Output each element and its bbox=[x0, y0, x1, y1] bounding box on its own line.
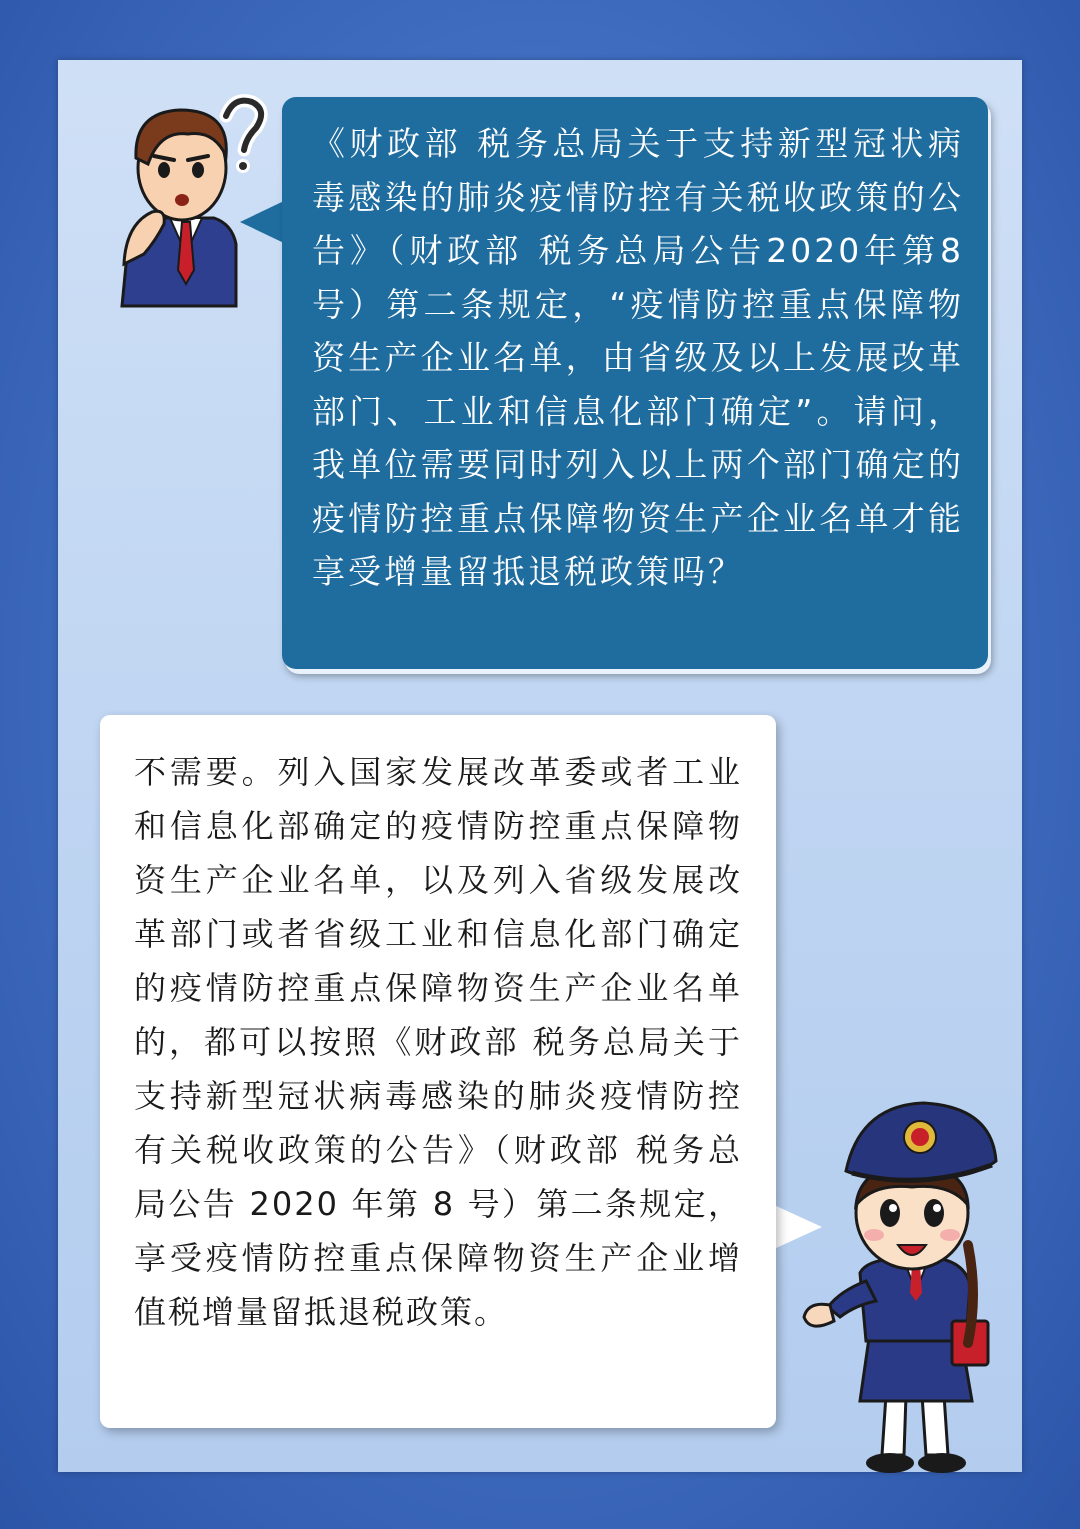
question-text: 《财政部 税务总局关于支持新型冠状病毒感染的肺炎疫情防控有关税收政策的公告》（财政部 税务总局公告2020年第8号）第二条规定，“疫情防控重点保障物资生产企业名单，由省级及以上发展改革部门、工业和信息化部门确定”。请问，我单位需要同时列入以上两个部门确定的疫情防控重点保障物资生产企业名单才能享受增量留抵退税政策吗？ bbox=[312, 124, 964, 591]
question-bubble bbox=[282, 97, 988, 669]
answer-text: 不需要。列入国家发展改革委或者工业和信息化部确定的疫情防控重点保障物资生产企业名单，以及列入省级发展改革部门或者省级工业和信息化部门确定的疫情防控重点保障物资生产企业名单的，都可以按照《财政部 税务总局关于支持新型冠状病毒感染的肺炎疫情防控有关税收政策的公告》（财政部 税务总局公告 2020 年第 8 号）第二条规定，享受疫情防控重点保障物资生产企业增值税增量留抵退税政策。 bbox=[134, 753, 742, 1331]
tax-emblem-icon bbox=[904, 1121, 936, 1153]
tax-officer-icon bbox=[800, 1095, 1000, 1480]
question-bubble-tail bbox=[240, 200, 286, 244]
question-mark-icon bbox=[226, 101, 261, 173]
answer-bubble bbox=[100, 715, 776, 1428]
